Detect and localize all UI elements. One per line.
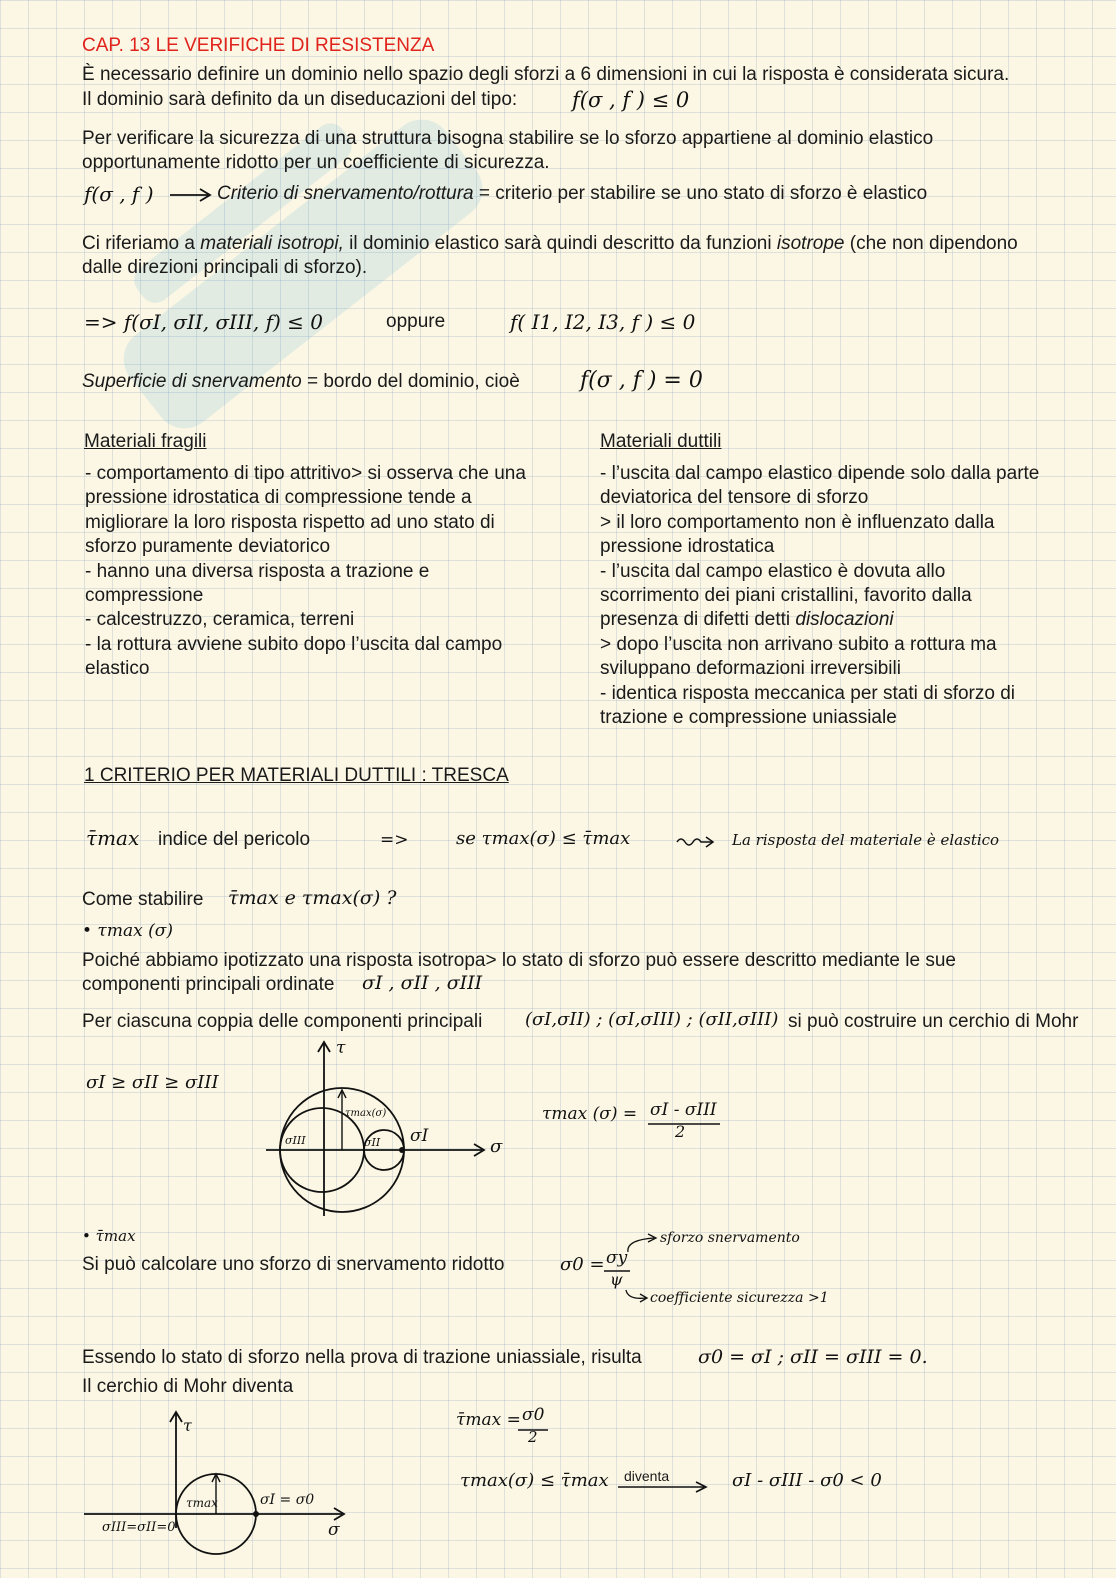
isotropic-response-line-2: componenti principali ordinate: [82, 974, 335, 995]
list-item: > dopo l’uscita non arrivano subito a rottura ma: [600, 633, 997, 655]
isotropic-line-2: dalle direzioni principali di sforzo).: [82, 257, 368, 278]
criterion-definition: Criterio di snervamento/rottura = criterio per stabilire se uno stato di sforzo è elastico: [217, 183, 928, 204]
tau-label: τ: [183, 1416, 192, 1435]
sigma-label: σ: [490, 1136, 503, 1157]
implies-arrow: =>: [380, 830, 409, 850]
page-title: CAP. 13 LE VERIFICHE DI RESISTENZA: [82, 35, 435, 56]
isotropic-line-1: Ci riferiamo a materiali isotropi, il dominio elastico sarà quindi descritto da funzioni isotrope (che non dipendono: [82, 233, 1018, 254]
criterion-function: f(σ , f ): [84, 182, 154, 206]
list-item: - calcestruzzo, ceramica, terreni: [85, 609, 355, 631]
uniaxial-line: Essendo lo stato di sforzo nella prova di trazione uniassiale, risulta: [82, 1347, 642, 1368]
list-item: sviluppano deformazioni irreversibili: [600, 658, 901, 680]
yield-surface-equation: f(σ , f ) = 0: [580, 368, 703, 393]
sigma-I-point: [399, 1147, 405, 1153]
fragile-heading: Materiali fragili: [84, 431, 207, 452]
isotropic-response-line-1: Poiché abbiamo ipotizzato una risposta isotropa> lo stato di sforzo può essere descritto mediante le sue: [82, 950, 956, 971]
arrow-right-icon: [168, 186, 214, 204]
bullet-tmax: • τmax (σ): [82, 921, 173, 941]
reduced-yield-line: Si può calcolare uno sforzo di snervamento ridotto: [82, 1254, 505, 1275]
tmax-label: τmax(σ): [345, 1108, 387, 1119]
verify-line-2: opportunamente ridotto per un coefficiente di sicurezza.: [82, 152, 550, 173]
squiggle-arrow-icon: [676, 834, 716, 848]
becomes-label: diventa: [624, 1468, 670, 1484]
how-to-symbols: τ̄max e τmax(σ) ?: [228, 887, 397, 909]
invariant-function: f( I1, I2, I3, f ) ≤ 0: [510, 310, 696, 334]
yield-stress-note: sforzo snervamento: [660, 1230, 800, 1246]
sigma-III-label: σIII: [285, 1134, 306, 1147]
sigma0-numerator: σ0: [522, 1405, 545, 1425]
list-item: - hanno una diversa risposta a trazione e: [85, 560, 430, 582]
tresca-inequality: τmax(σ) ≤ τ̄max: [460, 1470, 609, 1491]
list-item: migliorare la loro risposta rispetto ad uno stato di: [85, 511, 495, 533]
sigma-y: σy: [606, 1248, 628, 1268]
mohr-circle-diagram: [262, 1040, 512, 1220]
domain-inequality: f(σ , f ) ≤ 0: [572, 88, 690, 112]
list-item: pressione idrostatica di compressione tende a: [85, 487, 472, 509]
safety-factor-note: coefficiente sicurezza >1: [650, 1290, 829, 1306]
tmax-formula-numerator: σI - σIII: [650, 1100, 717, 1120]
pairs-line-a: Per ciascuna coppia delle componenti principali: [82, 1011, 483, 1032]
list-item: - l’uscita dal campo elastico è dovuta allo: [600, 560, 946, 582]
elastic-response-note: La risposta del materiale è elastico: [732, 831, 1000, 849]
tmax-formula-lhs: τmax (σ) =: [542, 1104, 638, 1124]
uniaxial-stress-values: σ0 = σI ; σII = σIII = 0.: [698, 1346, 928, 1368]
tresca-condition: se τmax(σ) ≤ τ̄max: [456, 828, 631, 849]
danger-index-label: indice del pericolo: [158, 829, 311, 850]
list-item: pressione idrostatica: [600, 536, 775, 558]
fragile-list: [85, 462, 580, 682]
intro-line-1: È necessario definire un dominio nello spazio degli sforzi a 6 dimensioni in cui la risposta è considerata sicura.: [82, 64, 1010, 85]
sigma0-eq: σ0 =: [560, 1254, 605, 1275]
tmax-bar-eq: τ̄max =: [456, 1410, 521, 1430]
list-item: > il loro comportamento non è influenzato dalla: [600, 511, 995, 533]
verify-line-1: Per verificare la sicurezza di una struttura bisogna stabilire se lo sforzo appartiene al dominio elastico: [82, 128, 934, 149]
mohr-circle-uniaxial: [82, 1410, 352, 1560]
tau-label: τ: [336, 1038, 346, 1058]
section-tresca: 1 CRITERIO PER MATERIALI DUTTILI : TRESCA: [84, 765, 509, 786]
list-item: presenza di difetti detti dislocazioni: [600, 609, 894, 631]
pairs-line-b: si può costruire un cerchio di Mohr: [788, 1011, 1079, 1032]
sigma-I-equals-sigma0: σI = σ0: [260, 1492, 315, 1508]
list-item: deviatorica del tensore di sforzo: [600, 487, 869, 509]
tmax-formula-denominator: 2: [675, 1122, 686, 1141]
list-item: sforzo puramente deviatorico: [85, 536, 331, 558]
mohr-becomes-line: Il cerchio di Mohr diventa: [82, 1376, 294, 1397]
sigma-label: σ: [328, 1520, 340, 1540]
intro-line-2: Il dominio sarà definito da un diseducazioni del tipo:: [82, 89, 518, 110]
list-item: - la rottura avviene subito dopo l’uscita dal campo: [85, 633, 503, 655]
tmax-label: τmax: [186, 1496, 218, 1510]
psi-symbol: ψ: [610, 1270, 623, 1289]
oppure-label: oppure: [386, 311, 446, 332]
list-item: trazione e compressione uniassiale: [600, 707, 897, 729]
ductile-heading: Materiali duttili: [600, 431, 722, 452]
sigma-II-label: σII: [364, 1136, 381, 1149]
denominator-two: 2: [528, 1428, 538, 1446]
tmax-bar-symbol: τ̄max: [86, 826, 140, 850]
list-item: compressione: [85, 585, 204, 607]
ordered-principal-stresses: σI , σII , σIII: [362, 972, 483, 994]
sigma-III-II-zero: σIII=σII=0: [102, 1520, 176, 1535]
how-to-label: Come stabilire: [82, 889, 204, 910]
isotropic-principal-function: => f(σI, σII, σIII, f) ≤ 0: [84, 310, 323, 334]
list-item: - identica risposta meccanica per stati di sforzo di: [600, 682, 1016, 704]
stress-ordering: σI ≥ σII ≥ σIII: [86, 1072, 219, 1093]
sigma-I-label: σI: [410, 1126, 429, 1146]
principal-pairs: (σI,σII) ; (σI,σIII) ; (σII,σIII): [525, 1009, 779, 1030]
bullet-tmax-bar: • τ̄max: [82, 1227, 136, 1245]
ductile-list: [600, 462, 1100, 730]
list-item: - l’uscita dal campo elastico dipende solo dalla parte: [600, 463, 1040, 484]
list-item: - comportamento di tipo attritivo> si osserva che una: [85, 463, 526, 484]
yield-surface-line: Superficie di snervamento = bordo del dominio, cioè: [82, 371, 520, 392]
list-item: elastico: [85, 658, 150, 680]
sigma-I-point: [253, 1511, 259, 1517]
tresca-final-inequality: σI - σIII - σ0 < 0: [732, 1470, 882, 1491]
list-item: scorrimento dei piani cristallini, favorito dalla: [600, 585, 972, 607]
arrow-right-icon: [616, 1480, 712, 1494]
